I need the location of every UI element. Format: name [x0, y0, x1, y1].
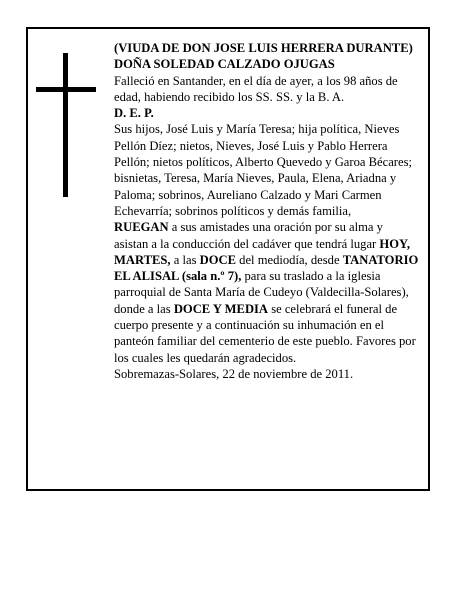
- place-text: TANATORIO EL ALISAL (sala n.º 7),: [114, 252, 419, 284]
- death-statement: Falleció en Santander, en el día de ayer, a los 98 años de edad, habiendo recibido los SS. SS. y la B. A.: [114, 73, 398, 104]
- deceased-name: DOÑA SOLEDAD CALZADO OJUGAS: [114, 57, 335, 72]
- cross-vertical-bar: [63, 53, 68, 197]
- date-line: Sobremazas-Solares, 22 de noviembre de 2011.: [114, 366, 354, 381]
- request-text-3: del mediodía, desde: [236, 252, 343, 267]
- request-text-1: a sus amistades una oración por su alma y asistan a la conducción del cadáver que tendrá lugar: [114, 220, 383, 251]
- cross-horizontal-bar: [36, 87, 96, 92]
- family-list: Sus hijos, José Luis y María Teresa; hija política, Nieves Pellón Díez; nietos, Nieves, José Luis y Pablo Herrera Pellón; nietos políticos, Alberto Quevedo y Garoa Bécares; bisnietas, Teresa, María Nieves, Paula, Elena, Ariadna y Paloma; sobrinos, Aureliano Calzado y Mari Carmen Echevarría; sobrinos políticos y demás familia,: [114, 122, 412, 218]
- request-paragraph: [114, 219, 420, 366]
- rip-line: D. E. P.: [114, 106, 154, 121]
- request-text-4: para su traslado a la iglesia parroquial de Santa María de Cudeyo (Valdecilla-Solares), donde a las: [114, 269, 409, 316]
- day-text: HOY, MARTES,: [114, 236, 411, 267]
- ruegan-word: RUEGAN: [114, 220, 169, 235]
- cross-icon: [36, 53, 96, 197]
- time-text: DOCE: [199, 252, 237, 267]
- obituary-text: [114, 40, 420, 382]
- widow-of-line: (VIUDA DE DON JOSE LUIS HERRERA DURANTE): [114, 41, 413, 55]
- request-text-2: a las: [170, 252, 200, 267]
- funeral-time-text: DOCE Y MEDIA: [173, 301, 269, 316]
- request-text-5: se celebrará el funeral de cuerpo presente y a continuación su inhumación en el panteón familiar del cementerio de este pueblo. Favores por los cuales les quedarán agradecidos.: [114, 301, 416, 365]
